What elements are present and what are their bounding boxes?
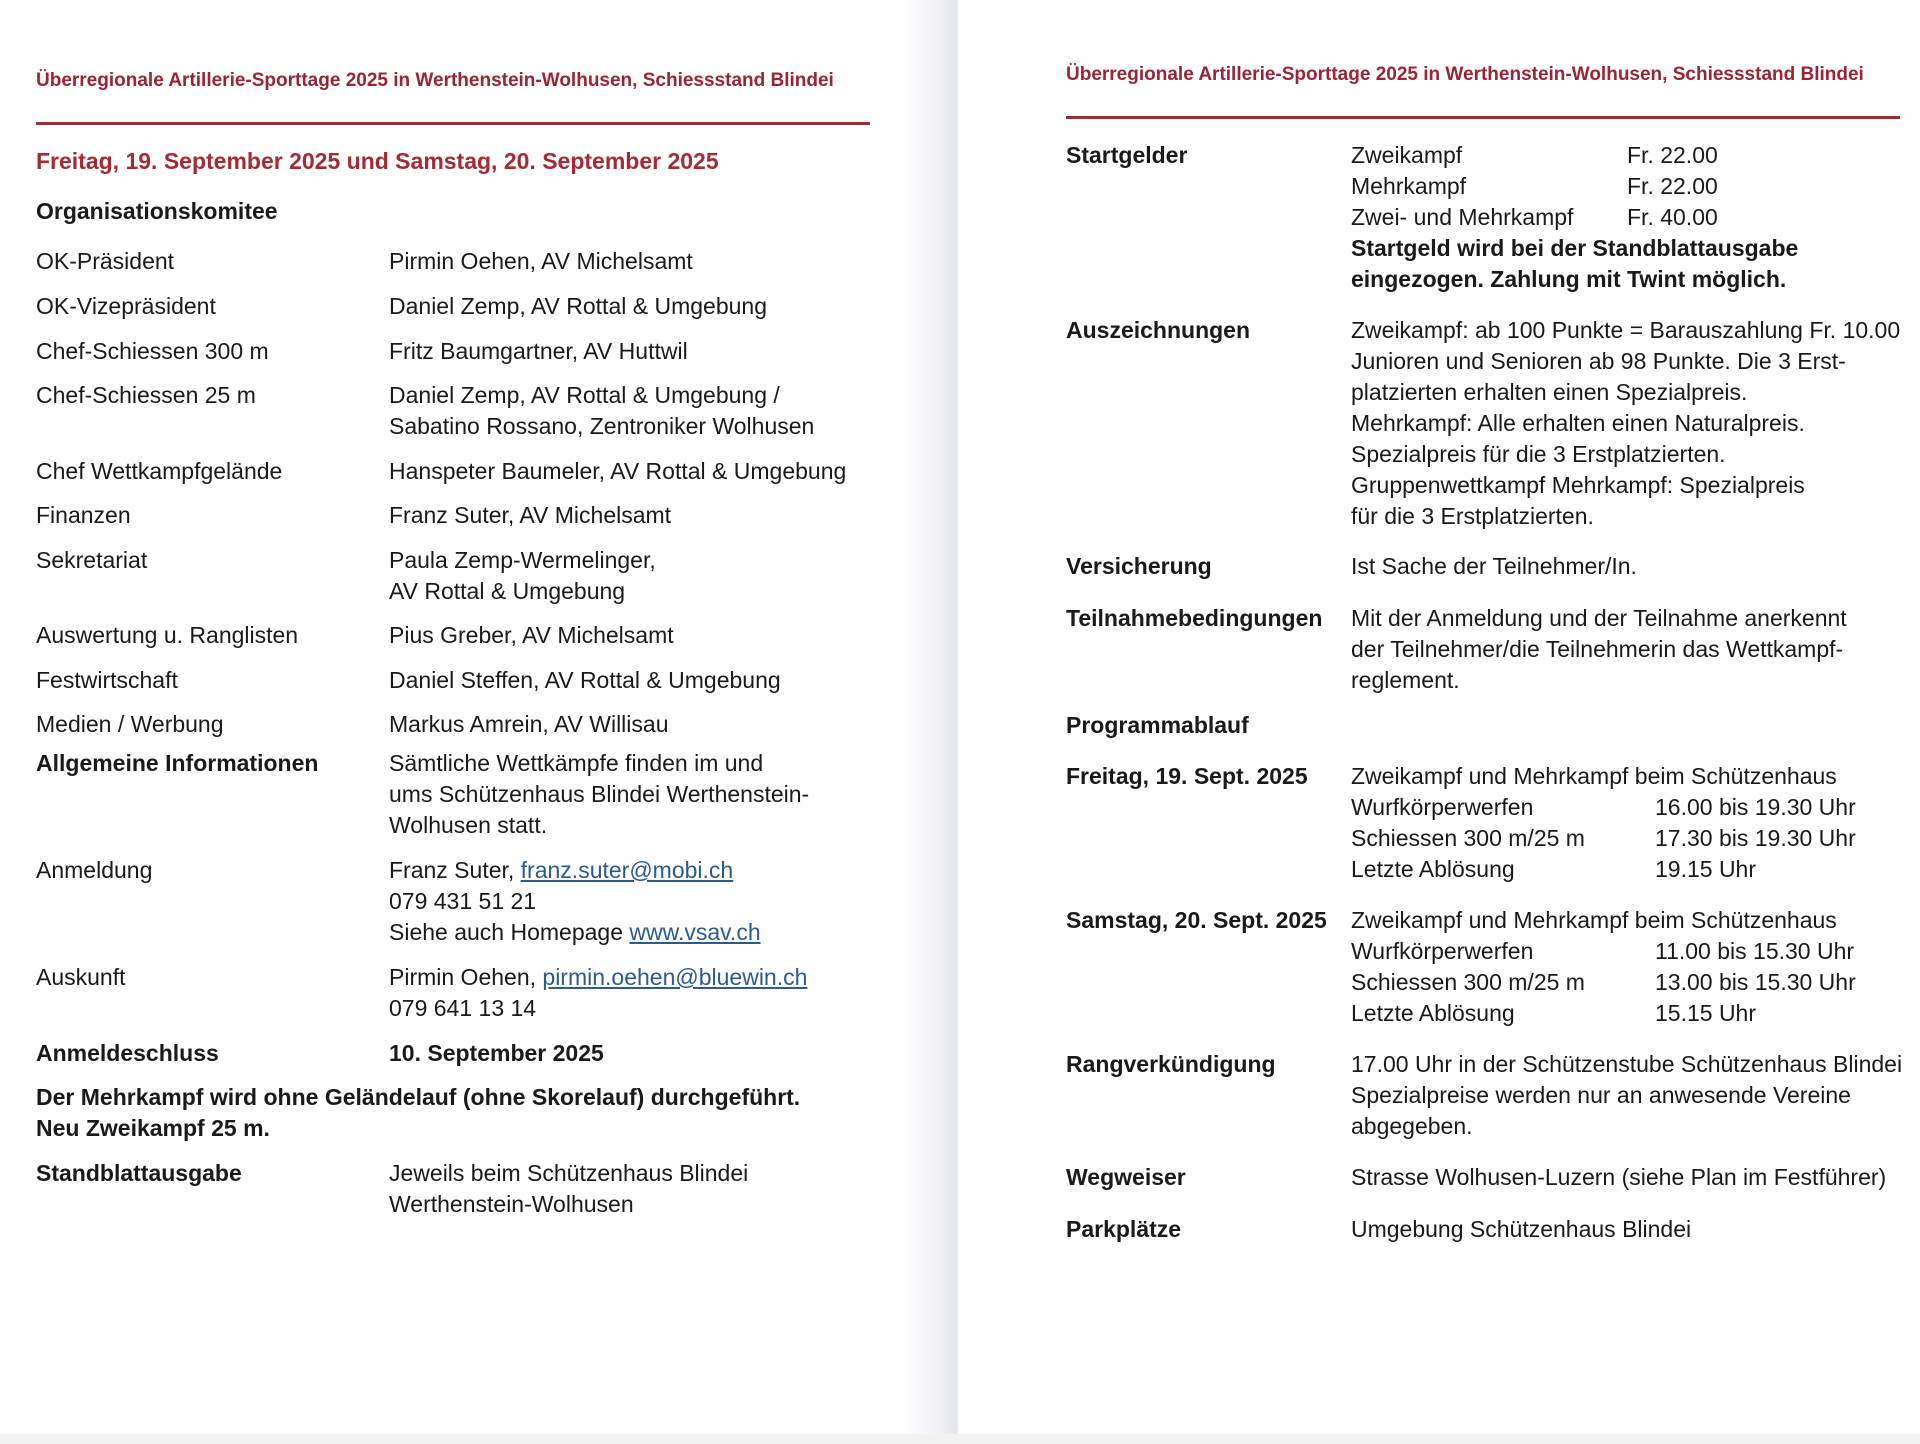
- homepage-prefix: Siehe auch Homepage: [389, 919, 630, 945]
- committee-role: Auswertung u. Ranglisten: [36, 622, 299, 648]
- committee-role: Finanzen: [36, 502, 131, 528]
- insurance-text: Ist Sache der Teilnehmer/In.: [1351, 553, 1637, 579]
- event-dates-heading: Freitag, 19. September 2025 und Samstag, 20. September 2025: [36, 148, 719, 174]
- committee-person: Franz Suter, AV Michelsamt: [389, 502, 672, 528]
- saturday-label: Samstag, 20. Sept. 2025: [1066, 907, 1327, 933]
- committee-role: Sekretariat: [36, 547, 148, 573]
- left-page-header: Überregionale Artillerie-Sporttage 2025 in Werthenstein-Wolhusen, Schiessstand Blindei: [36, 70, 834, 91]
- friday-time: 19.15 Uhr: [1655, 856, 1757, 882]
- general-info-line: ums Schützenhaus Blindei Werthenstein-: [389, 781, 810, 807]
- saturday-activity: Schiessen 300 m/25 m: [1351, 969, 1585, 995]
- awards-line: für die 3 Erstplatzierten.: [1351, 503, 1594, 529]
- ranking-label: Rangverkündigung: [1066, 1051, 1276, 1077]
- conditions-line: Mit der Anmeldung und der Teilnahme anerkennt: [1351, 605, 1847, 631]
- left-page: [0, 0, 930, 1444]
- committee-person: Paula Zemp-Wermelinger,: [389, 547, 656, 573]
- registration-name: Franz Suter,: [389, 857, 521, 883]
- deadline-label: Anmeldeschluss: [36, 1040, 219, 1066]
- committee-person: Daniel Steffen, AV Rottal & Umgebung: [389, 667, 781, 693]
- right-page: [958, 0, 1920, 1444]
- friday-activity: Schiessen 300 m/25 m: [1351, 825, 1585, 851]
- info-label: Auskunft: [36, 964, 126, 990]
- committee-person: Markus Amrein, AV Willisau: [389, 711, 669, 737]
- general-info-label: Allgemeine Informationen: [36, 750, 319, 776]
- fee-price: Fr. 22.00: [1627, 173, 1718, 199]
- ranking-line: abgegeben.: [1351, 1113, 1473, 1139]
- registration-label: Anmeldung: [36, 857, 153, 883]
- sheet-line: Werthenstein-Wolhusen: [389, 1191, 634, 1217]
- homepage-link[interactable]: www.vsav.ch: [629, 919, 761, 945]
- committee-person: Daniel Zemp, AV Rottal & Umgebung /: [389, 382, 780, 408]
- registration-email-link[interactable]: franz.suter@mobi.ch: [520, 857, 734, 883]
- fee-note: eingezogen. Zahlung mit Twint möglich.: [1351, 266, 1787, 292]
- left-header-rule: [36, 122, 870, 125]
- general-info-line: Sämtliche Wettkämpfe finden im und: [389, 750, 764, 776]
- info-contact: [389, 962, 807, 993]
- awards-line: Zweikampf: ab 100 Punkte = Barauszahlung Fr. 10.00: [1351, 317, 1901, 343]
- committee-role: Medien / Werbung: [36, 711, 224, 737]
- awards-line: Mehrkampf: Alle erhalten einen Naturalpreis.: [1351, 410, 1805, 436]
- friday-intro: Zweikampf und Mehrkampf beim Schützenhaus: [1351, 763, 1837, 789]
- deadline-value: 10. September 2025: [389, 1040, 604, 1066]
- saturday-time: 15.15 Uhr: [1655, 1000, 1757, 1026]
- saturday-activity: Letzte Ablösung: [1351, 1000, 1515, 1026]
- notice-line: Neu Zweikampf 25 m.: [36, 1115, 270, 1141]
- right-header-rule: [1066, 116, 1900, 119]
- committee-role: Festwirtschaft: [36, 667, 178, 693]
- directions-text: Strasse Wolhusen-Luzern (siehe Plan im Festführer): [1351, 1164, 1887, 1190]
- scan-bottom-edge: [0, 1434, 1920, 1444]
- conditions-line: reglement.: [1351, 667, 1460, 693]
- awards-line: Gruppenwettkampf Mehrkampf: Spezialpreis: [1351, 472, 1805, 498]
- committee-role: Chef-Schiessen 300 m: [36, 338, 269, 364]
- sheet-label: Standblattausgabe: [36, 1160, 242, 1186]
- saturday-activity: Wurfkörperwerfen: [1351, 938, 1534, 964]
- general-info-line: Wolhusen statt.: [389, 812, 548, 838]
- fee-note: Startgeld wird bei der Standblattausgabe: [1351, 235, 1799, 261]
- committee-person: Sabatino Rossano, Zentroniker Wolhusen: [389, 413, 815, 439]
- committee-title: Organisationskomitee: [36, 198, 278, 224]
- fee-name: Mehrkampf: [1351, 173, 1467, 199]
- conditions-label: Teilnahmebedingungen: [1066, 605, 1323, 631]
- sheet-line: Jeweils beim Schützenhaus Blindei: [389, 1160, 749, 1186]
- info-name: Pirmin Oehen,: [389, 964, 543, 990]
- saturday-time: 11.00 bis 15.30 Uhr: [1655, 938, 1855, 964]
- committee-role: Chef-Schiessen 25 m: [36, 382, 256, 408]
- awards-line: Spezialpreis für die 3 Erstplatzierten.: [1351, 441, 1726, 467]
- info-email-link[interactable]: pirmin.oehen@bluewin.ch: [542, 964, 808, 990]
- committee-person: Hanspeter Baumeler, AV Rottal & Umgebung: [389, 458, 847, 484]
- fee-name: Zweikampf: [1351, 142, 1463, 168]
- awards-line: Junioren und Senioren ab 98 Punkte. Die 3 Erst-: [1351, 348, 1846, 374]
- saturday-intro: Zweikampf und Mehrkampf beim Schützenhaus: [1351, 907, 1837, 933]
- friday-label: Freitag, 19. Sept. 2025: [1066, 763, 1308, 789]
- registration-homepage: [389, 917, 761, 948]
- committee-person: AV Rottal & Umgebung: [389, 578, 626, 604]
- ranking-line: Spezialpreise werden nur an anwesende Vereine: [1351, 1082, 1851, 1108]
- committee-role: Chef Wettkampfgelände: [36, 458, 283, 484]
- committee-role: OK-Präsident: [36, 248, 175, 274]
- committee-person: Pirmin Oehen, AV Michelsamt: [389, 248, 693, 274]
- insurance-label: Versicherung: [1066, 553, 1212, 579]
- ranking-line: 17.00 Uhr in der Schützenstube Schützenhaus Blindei: [1351, 1051, 1903, 1077]
- registration-phone: 079 431 51 21: [389, 888, 537, 914]
- awards-label: Auszeichnungen: [1066, 317, 1251, 343]
- directions-label: Wegweiser: [1066, 1164, 1186, 1190]
- parking-text: Umgebung Schützenhaus Blindei: [1351, 1216, 1692, 1242]
- committee-person: Daniel Zemp, AV Rottal & Umgebung: [389, 293, 767, 319]
- committee-role: OK-Vizepräsident: [36, 293, 216, 319]
- parking-label: Parkplätze: [1066, 1216, 1182, 1242]
- registration-contact: [389, 855, 733, 886]
- fee-price: Fr. 40.00: [1627, 204, 1718, 230]
- right-page-header: Überregionale Artillerie-Sporttage 2025 in Werthenstein-Wolhusen, Schiessstand Blindei: [1066, 64, 1864, 85]
- committee-person: Pius Greber, AV Michelsamt: [389, 622, 674, 648]
- program-label: Programmablauf: [1066, 712, 1249, 738]
- friday-time: 17.30 bis 19.30 Uhr: [1655, 825, 1856, 851]
- awards-line: platzierten erhalten einen Spezialpreis.: [1351, 379, 1748, 405]
- conditions-line: der Teilnehmer/die Teilnehmerin das Wettkampf-: [1351, 636, 1844, 662]
- fee-price: Fr. 22.00: [1627, 142, 1718, 168]
- committee-person: Fritz Baumgartner, AV Huttwil: [389, 338, 688, 364]
- info-phone: 079 641 13 14: [389, 995, 537, 1021]
- friday-activity: Letzte Ablösung: [1351, 856, 1515, 882]
- fee-name: Zwei- und Mehrkampf: [1351, 204, 1574, 230]
- friday-time: 16.00 bis 19.30 Uhr: [1655, 794, 1856, 820]
- saturday-time: 13.00 bis 15.30 Uhr: [1655, 969, 1856, 995]
- friday-activity: Wurfkörperwerfen: [1351, 794, 1534, 820]
- fees-label: Startgelder: [1066, 142, 1188, 168]
- notice-line: Der Mehrkampf wird ohne Geländelauf (ohne Skorelauf) durchgeführt.: [36, 1084, 801, 1110]
